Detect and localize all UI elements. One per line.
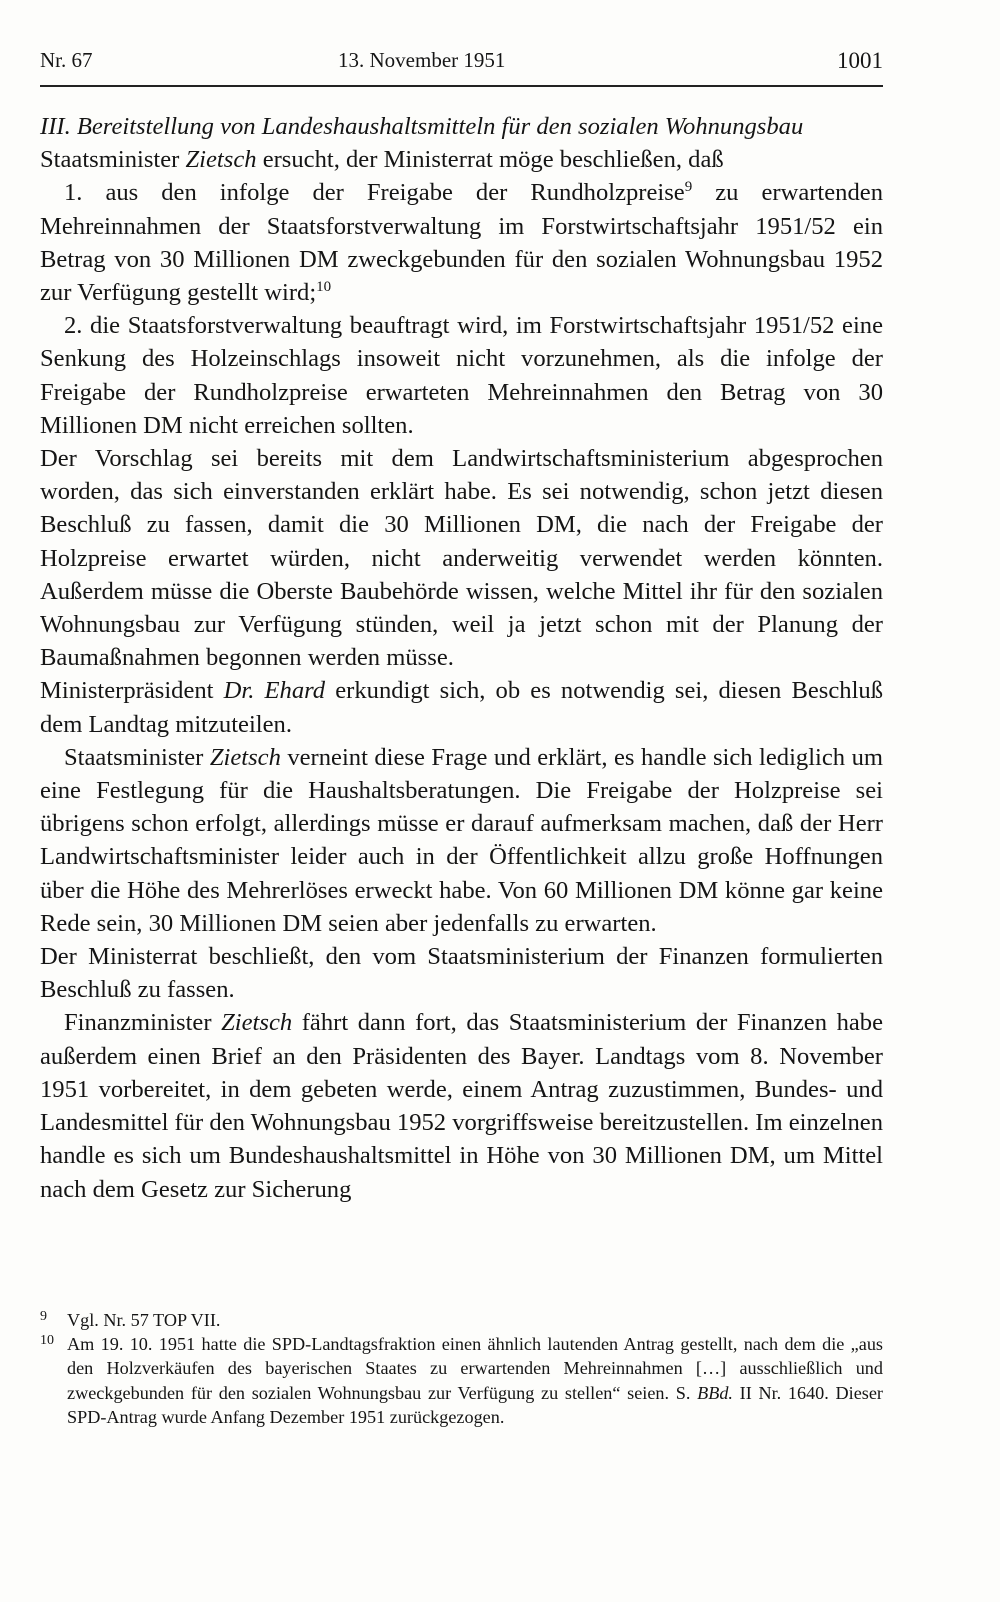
person-name: Dr. Ehard [223, 677, 326, 705]
footnote-text: Vgl. Nr. 57 TOP VII. [67, 1310, 221, 1330]
paragraph-item-1 [40, 176, 883, 309]
paragraph-proposal: Der Vorschlag sei bereits mit dem Landwirtschaftsministerium abgesprochen worden, das sich einverstanden erklärt habe. Es sei notwendig, schon jetzt diesen Beschluß zu fassen, damit die 30 Millionen DM, die nach der Freigabe der Holzpreise erwartet würden, nicht anderweitig verwendet werden könnten. Außerdem müsse die Oberste Baubehörde wissen, welche Mittel ihr für den sozialen Wohnungsbau zur Verfügung stünden, weil ja jetzt schon mit der Planung der Baumaßnahmen begonnen werden müsse. [40, 445, 883, 672]
footnote-number: 10 [40, 1333, 54, 1349]
paragraph-ehard [40, 674, 883, 740]
header-rule [40, 85, 883, 87]
text-run: verneint diese Frage und erklärt, es handle sich lediglich um eine Festlegung für die Haushaltsberatungen. Die Freigabe der Holzpreise sei übrigens schon erfolgt, allerdings müsse er darauf aufmerksam machen, daß der Herr Landwirtschaftsminister leider auch in der Öffentlichkeit allzu große Hoffnungen über die Höhe des Mehrerlöses erweckt habe. Von 60 Millionen DM könne gar keine Rede sein, 30 Millionen DM seien aber jedenfalls zu erwarten. [40, 743, 884, 937]
main-text [40, 110, 883, 1206]
paragraph-finance-minister [40, 1006, 883, 1205]
footnotes [40, 1308, 883, 1429]
person-name: Zietsch [221, 1009, 293, 1037]
section-heading: III. Bereitstellung von Landeshaushaltsmitteln für den sozialen Wohnungsbau [40, 113, 804, 140]
text-run: Staatsminister [40, 146, 186, 174]
footnote-9 [40, 1308, 883, 1332]
footnote-10 [40, 1332, 883, 1429]
person-name: Zietsch [209, 743, 281, 771]
text-run: Finanzminister [64, 1009, 222, 1037]
text-run: erkundigt sich, ob es notwendig sei, diesen Beschluß dem Landtag mitzuteilen. [40, 677, 883, 738]
source-reference: BBd. [697, 1382, 733, 1403]
text-run: zu erwartenden Mehreinnahmen der Staatsforstverwaltung im Forstwirtschaftsjahr 1951/52 ein Betrag von 30 Millionen DM zweckgebunden für den sozialen Wohnungsbau 1952 zur Verfügung gestellt wird; [40, 179, 883, 307]
text-run: fährt dann fort, das Staatsministerium der Finanzen habe außerdem einen Brief an den Präsidenten des Bayer. Landtags vom 8. November 1951 vorbereitet, in dem gebeten werde, einem Antrag zuzustimmen, Bundes- und Landesmittel für den Wohnungsbau 1952 vorgriffsweise bereitzustellen. Im einzelnen handle es sich um Bundeshaushaltsmittel in Höhe von 30 Millionen DM, um Mittel nach dem Gesetz zur Sicherung [40, 1009, 884, 1203]
paragraph-zietsch-reply [40, 741, 883, 940]
page-number: 1001 [837, 48, 883, 73]
paragraph-item-2: 2. die Staatsforstverwaltung beauftragt wird, im Forstwirtschaftsjahr 1951/52 eine Senkung des Holzeinschlags insoweit nicht vorzunehmen, als die infolge der Freigabe der Rundholzpreise erwarteten Mehreinnahmen den Betrag von 30 Millionen DM nicht erreichen sollten. [40, 312, 883, 439]
paragraph-request [40, 143, 883, 176]
footnote-text: II Nr. 1640. Dieser SPD-Antrag wurde Anfang Dezember 1951 zurückgezogen. [67, 1382, 883, 1427]
person-name: Zietsch [185, 146, 257, 174]
text-run: 1. aus den infolge der Freigabe der Rundholzpreise [64, 179, 685, 207]
issue-number: Nr. 67 [40, 48, 93, 72]
paragraph-decision: Der Ministerrat beschließt, den vom Staatsministerium der Finanzen formulierten Beschluß zu fassen. [40, 943, 883, 1004]
footnote-ref-10[interactable]: 10 [316, 278, 332, 295]
footnote-number: 9 [40, 1309, 47, 1324]
footnote-text: Am 19. 10. 1951 hatte die SPD-Landtagsfraktion einen ähnlich lautenden Antrag gestellt, nach dem die „aus den Holzverkäufen des bayerischen Staates zu erwartenden Mehreinnahmen […] ausschließlich und zweckgebunden für den sozialen Wohnungsbau zur Verfügung zu stellen“ seien. S. [67, 1334, 883, 1403]
footnote-ref-9[interactable]: 9 [684, 179, 693, 196]
text-run: ersucht, der Ministerrat möge beschließen, daß [256, 146, 724, 174]
header-date: 13. November 1951 [338, 48, 506, 72]
text-run: Ministerpräsident [40, 677, 224, 705]
text-run: Staatsminister [64, 743, 210, 771]
running-header [40, 48, 883, 88]
